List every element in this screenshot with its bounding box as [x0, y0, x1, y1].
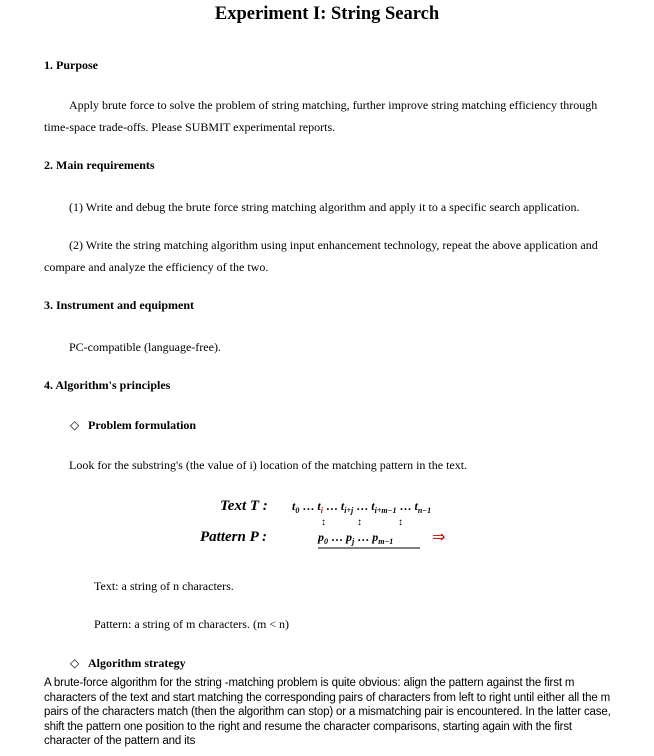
requirement-item-2: (2) Write the string matching algorithm using input enhancement technology, repeat the above application and compare and analyze the efficiency of the two. [44, 238, 598, 274]
diamond-bullet-icon: ◇ [70, 656, 80, 670]
text-tim-sub: i+m−1 [374, 506, 397, 515]
pattern-p0-sub: 0 [324, 537, 328, 546]
text-tn-base: t [414, 499, 418, 513]
updown-arrow-1-icon: ↕ [321, 517, 326, 528]
string-matching-formula [200, 492, 500, 552]
purpose-heading: 1. Purpose [44, 58, 98, 72]
text-ti-base: t [317, 499, 321, 513]
text-ellipsis-3: … [353, 499, 372, 513]
text-tn-sub: n−1 [417, 506, 432, 515]
pattern-pm-base: p [372, 530, 379, 544]
problem-text: Look for the substring's (the value of i) location of the matching pattern in the text. [69, 458, 468, 472]
instrument-heading: 3. Instrument and equipment [44, 298, 195, 312]
text-ellipsis-2: … [322, 499, 341, 513]
diamond-bullet-icon: ◇ [70, 418, 80, 432]
svg-text:p0 … pj … pm−1 [317, 530, 393, 546]
formula-figure [200, 492, 500, 552]
formula-pattern-label: Pattern P : [200, 529, 267, 545]
pattern-pm-sub: m−1 [378, 537, 394, 546]
svg-text:t0 … ti … ti+j … ti+m−1 … tn−1 [292, 499, 431, 515]
text-t0-sub: 0 [295, 506, 300, 515]
instrument-text: PC-compatible (language-free). [69, 340, 221, 354]
text-tij-sub: i+j [344, 506, 354, 515]
algorithm-strategy-heading [70, 656, 186, 671]
formula-text-label: Text T : [220, 498, 268, 514]
pattern-definition: Pattern: a string of m characters. (m < n) [94, 617, 290, 631]
shift-right-arrow-icon: ⇒ [432, 527, 446, 546]
problem-formulation-heading [70, 418, 196, 433]
text-ti-sub: i [320, 506, 323, 515]
text-ellipsis-1: … [299, 499, 318, 513]
pattern-pj-sub: j [352, 537, 355, 546]
algorithm-strategy-text: A brute-force algorithm for the string -matching problem is quite obvious: align the pattern against the first m characters of the text and start matching the corresponding pairs of characters from left to right until either all the m pairs of the characters match (then the algorithm can stop) or a mismatching pair is encountered. In the latter case, shift the pattern one position to the right and resume the character comparisons, starting again with the first character of the pattern and its [44, 677, 611, 747]
pattern-pj-base: p [346, 530, 352, 544]
purpose-text: Apply brute force to solve the problem of string matching, further improve string matching efficiency through time-space trade-offs. Please SUBMIT experimental reports. [44, 98, 598, 134]
pattern-ellipsis-2: … [354, 530, 373, 544]
pattern-p0-base: p [318, 530, 324, 544]
text-t0-base: t [292, 499, 296, 513]
pattern-ellipsis-1: … [328, 530, 346, 544]
requirements-heading: 2. Main requirements [44, 158, 155, 172]
algorithm-strategy-label: Algorithm strategy [88, 656, 186, 670]
text-ellipsis-4: … [396, 499, 415, 513]
principles-heading: 4. Algorithm's principles [44, 378, 171, 392]
updown-arrow-3-icon: ↕ [398, 517, 403, 528]
text-definition: Text: a string of n characters. [94, 579, 234, 593]
problem-formulation-label: Problem formulation [88, 418, 197, 432]
text-tim-base: t [371, 499, 375, 513]
requirement-item-1: (1) Write and debug the brute force string matching algorithm and apply it to a specific search application. [69, 200, 580, 214]
updown-arrow-2-icon: ↕ [357, 517, 362, 528]
text-tij-base: t [340, 499, 345, 513]
page-title: Experiment I: String Search [214, 4, 440, 24]
